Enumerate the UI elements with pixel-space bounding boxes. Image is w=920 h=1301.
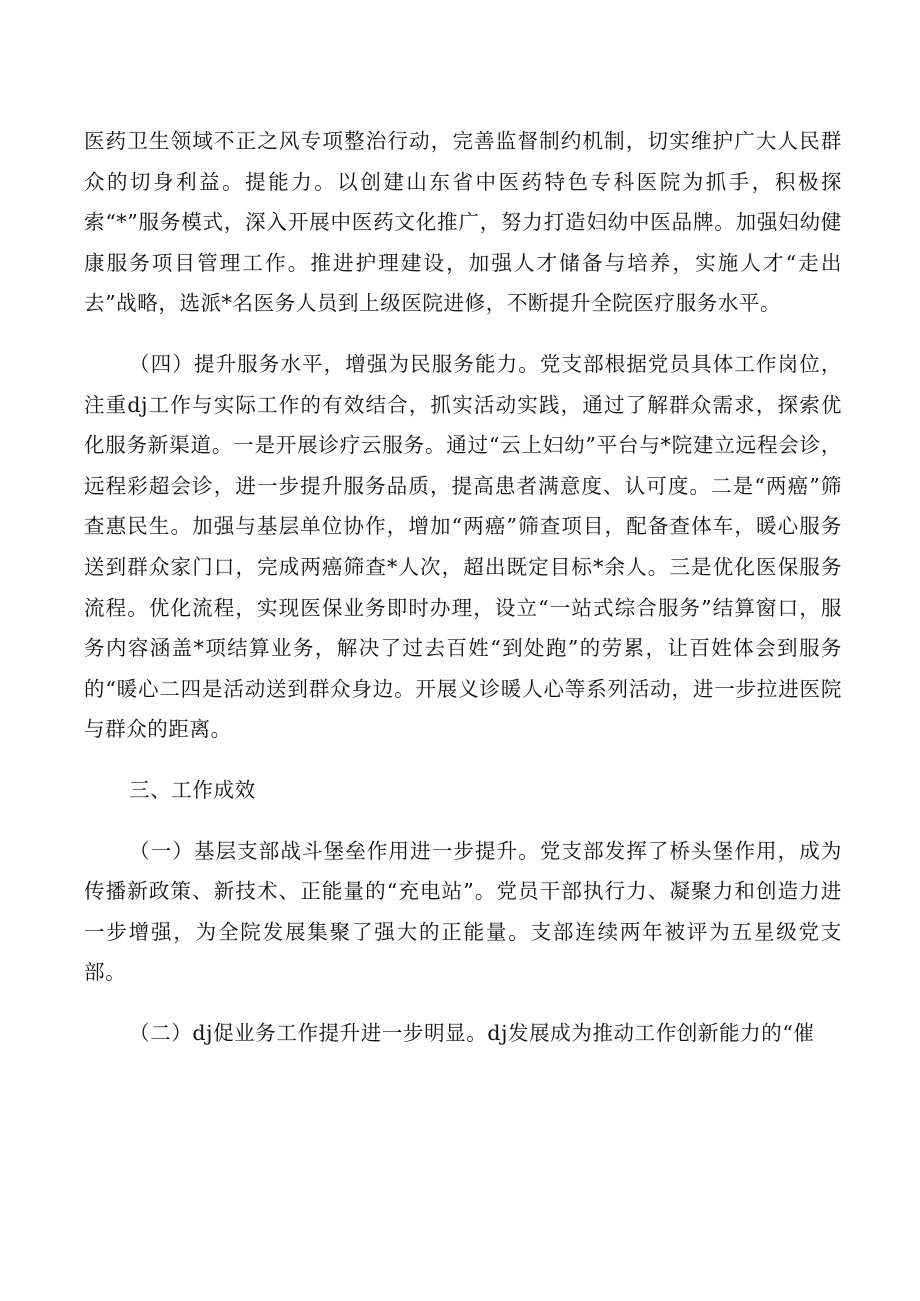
paragraph-medical-services: 医药卫生领域不正之风专项整治行动，完善监督制约机制，切实维护广大人民群众的切身利益。提能力。以创建山东省中医药特色专科医院为抓手，积极探索“*”服务模式，深入开展中医药文化推广，努力打造妇幼中医品牌。加强妇幼健康服务项目管理工作。推进护理建设，加强人才储备与培养，实施人才“走出去”战略，选派*名医务人员到上级医院进修，不断提升全院医疗服务水平。 — [84, 129, 842, 316]
paragraph-branch-role: （一）基层支部战斗堡垒作用进一步提升。党支部发挥了桥头堡作用，成为传播新政策、新技术、正能量的“充电站”。党员干部执行力、凝聚力和创造力进一步增强，为全院发展集聚了强大的正能量。支部连续两年被评为五星级党支部。 — [84, 838, 842, 985]
document-body — [84, 121, 842, 1053]
paragraph-business-promotion: （二）dj促业务工作提升进一步明显。dj发展成为推动工作创新能力的“催 — [129, 1020, 815, 1045]
paragraph-service-level: （四）提升服务水平，增强为民服务能力。党支部根据党员具体工作岗位，注重dj工作与实际工作的有效结合，抓实活动实践，通过了解群众需求，探索优化服务新渠道。一是开展诊疗云服务。通过“云上妇幼”平台与*院建立远程会诊，远程彩超会诊，进一步提升服务品质，提高患者满意度、认可度。二是“两癌”筛查惠民生。加强与基层单位协作，增加“两癌”筛查项目，配备查体车，暖心服务送到群众家门口，完成两癌筛查*人次，超出既定目标*余人。三是优化医保服务流程。优化流程，实现医保业务即时办理，设立“一站式综合服务”结算窗口，服务内容涵盖*项结算业务，解决了过去百姓“到处跑”的劳累，让百姓体会到服务的“暖心二四是活动送到群众身边。开展义诊暖人心等系列活动，进一步拉进医院与群众的距离。 — [84, 351, 842, 742]
section-heading-results: 三、工作成效 — [129, 777, 256, 802]
